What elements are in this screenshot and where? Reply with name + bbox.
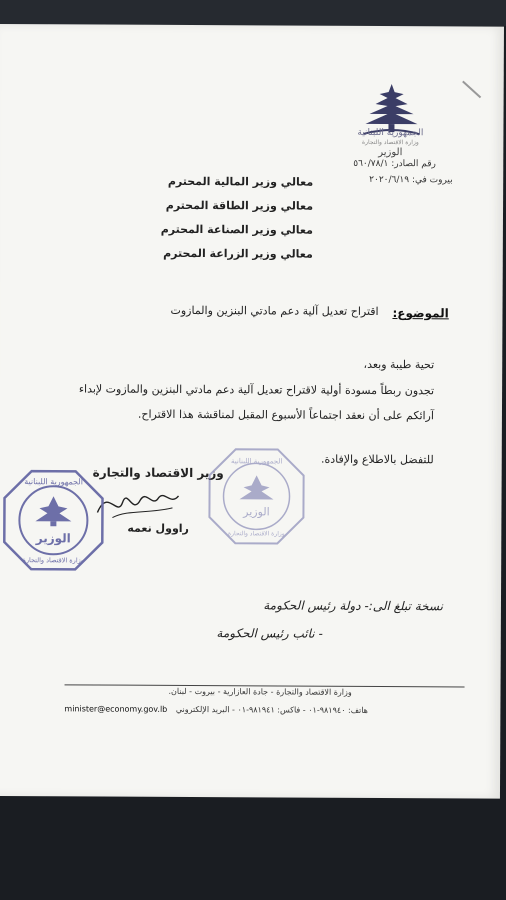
subject-label: الموضوع: [392, 306, 449, 321]
svg-text:الوزير: الوزير [243, 505, 270, 519]
subject-text: اقتراح تعديل آلية دعم مادتي البنزين والمازوت [170, 303, 379, 318]
republic-name: الجمهورية اللبنانية [357, 127, 424, 139]
addressee-finance: معالي وزير المالية المحترم [167, 174, 314, 189]
body-line-1: تجدون ربطاً مسودة أولية لاقتراح تعديل آلية دعم مادتي البنزين والمازوت لإبداء [78, 382, 435, 398]
official-seal [1, 468, 106, 573]
minister-heading: الوزير [378, 146, 403, 159]
footer-address: وزارة الاقتصاد والتجارة - جادة العازارية - بيروت - لبنان. [168, 686, 352, 697]
cc-line-1: نسخة تبلغ الى:- دولة رئيس الحكومة [263, 598, 443, 614]
svg-text:الجمهورية اللبنانية: الجمهورية اللبنانية [231, 457, 283, 466]
reference-number: رقم الصادر: ٥٦٠/٧٨/١ [353, 158, 436, 170]
footer-phone-fax: هاتف: ٩٨١٩٤٠-٠١ - فاكس: ٩٨١٩٤١-٠١ - البريد الإلكتروني [175, 704, 368, 715]
footer-contact [64, 704, 368, 715]
footer-email[interactable]: minister@economy.gov.lb [64, 704, 168, 714]
signatory-title: وزير الاقتصاد والتجارة [92, 465, 224, 481]
signatory-name: راوول نعمه [127, 521, 189, 535]
svg-text:الوزير: الوزير [35, 531, 71, 546]
addressee-agriculture: معالي وزير الزراعة المحترم [163, 246, 313, 261]
body-line-2: آرائكم على أن نعقد اجتماعاً الأسبوع المقبل لمناقشة هذا الاقتراح. [137, 407, 434, 423]
ministry-small: وزارة الاقتصاد والتجارة [361, 138, 419, 147]
letter-date: بيروت في: ٢٠٢٠/٦/١٩ [369, 174, 453, 186]
letter-page [0, 24, 504, 799]
svg-text:وزارة الاقتصاد والتجارة: وزارة الاقتصاد والتجارة [227, 530, 285, 538]
page-crease [462, 81, 481, 99]
svg-text:الجمهورية اللبنانية: الجمهورية اللبنانية [24, 477, 83, 487]
addressee-energy: معالي وزير الطاقة المحترم [165, 198, 314, 213]
official-seal-faint [205, 445, 308, 548]
greeting: تحية طيبة وبعد، [363, 357, 435, 372]
closing-line: للتفضل بالاطلاع والإفادة. [320, 452, 434, 467]
svg-text:وزارة الاقتصاد والتجارة: وزارة الاقتصاد والتجارة [22, 556, 84, 565]
cc-line-2: - نائب رئيس الحكومة [216, 626, 323, 641]
background-top [0, 0, 506, 26]
handwritten-signature [92, 477, 182, 527]
addressee-industry: معالي وزير الصناعة المحترم [160, 222, 313, 237]
